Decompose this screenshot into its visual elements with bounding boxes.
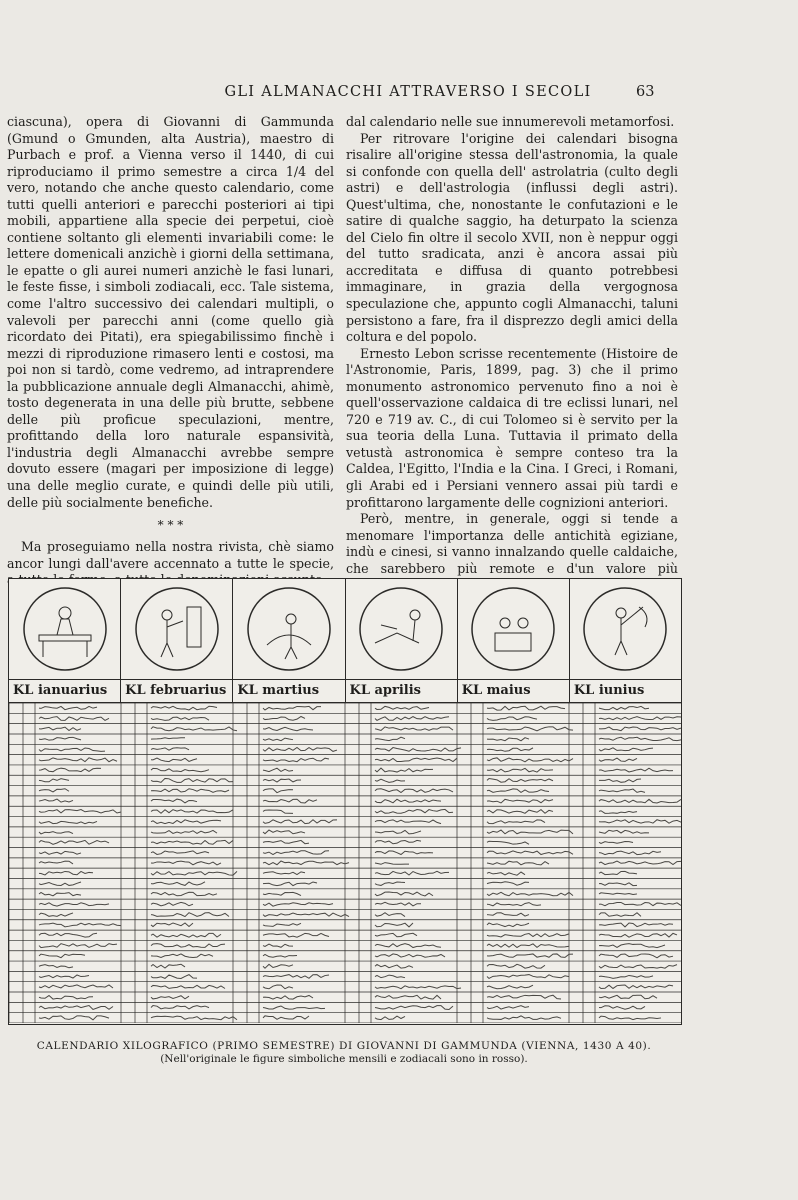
handwritten-entry [39, 893, 81, 896]
handwritten-entry [39, 706, 97, 709]
handwritten-entry [39, 882, 81, 885]
may-bathing-icon [469, 585, 557, 673]
handwritten-entry [375, 882, 405, 885]
left-paragraph-1: ciascuna), opera di Giovanni di Gammunda (Gmund o Gmunden, alta Austria), maestro di Purbach e prof. a Vienna verso il 1440, di cui riproduciamo il primo semestre a circa 1/4 del vero, notando che anche questo calendario, come tutti quelli anteriori e parecchi posteriori ai tipi mobili, appartiene alla specie dei perpetui, cioè contiene soltanto gli elementi invariabili come: le lettere domenicali anzichè i giorni della settimana, le epatte o gli aurei numeri anzichè le fasi lunari, le feste fisse, i simboli zodiacali, ecc. Tale sistema, come l'altro successivo dei calendari multipli, o valevoli per parecchi anni (come quello già ricordato dei Pitati), era spiegabilissimo finchè i mezzi di riproduzione rimasero lenti e costosi, ma poi non si tardò, come vedremo, ad intraprendere la pubblicazione annuale degli Almanacchi, ahimè, tosto degenerata in una delle più brutte, sebbene delle più proficue speculazioni, mentre, profittando della loro naturale espansività, l'industria degli Almanacchi avrebbe sempre dovuto essere (magari per imposizione di legge) una delle meglio curate, e quindi delle più utili, delle più socialmente benefiche. [7, 114, 334, 510]
handwritten-entry [39, 799, 73, 802]
handwritten-entry [263, 954, 297, 957]
handwritten-entry [375, 1016, 405, 1020]
handwritten-entry [39, 727, 81, 730]
right-column [346, 114, 678, 594]
handwritten-entry [151, 778, 233, 782]
month-may: KL maius [458, 680, 570, 702]
handwritten-entry [39, 996, 93, 1000]
handwritten-entry [487, 758, 573, 762]
handwritten-entry [487, 934, 569, 937]
april-plowing-icon [357, 585, 445, 673]
handwritten-entry [375, 964, 413, 968]
handwritten-entry [375, 913, 405, 917]
handwritten-entry [599, 923, 673, 927]
handwritten-entry [39, 779, 69, 782]
handwritten-entry [487, 861, 549, 865]
handwritten-entry [263, 1016, 309, 1019]
handwritten-entry [151, 820, 221, 824]
handwritten-entry [375, 986, 461, 989]
handwritten-entry [487, 872, 525, 875]
handwritten-entry [487, 1016, 561, 1020]
handwritten-entry [487, 841, 529, 844]
handwritten-entry [375, 954, 445, 957]
handwritten-entry [599, 995, 657, 999]
handwritten-entry [599, 861, 681, 864]
woodcut-calendar-figure [8, 578, 682, 1025]
handwritten-entry [151, 902, 193, 905]
handwritten-entry [263, 995, 313, 999]
handwritten-entry [599, 1006, 645, 1009]
handwritten-entry [487, 799, 553, 803]
handwritten-entry [375, 944, 441, 948]
handwritten-entry [39, 903, 109, 906]
handwritten-entry [375, 737, 405, 740]
handwritten-entry [39, 985, 113, 988]
handwritten-entry [39, 768, 101, 771]
january-feast-icon [21, 585, 109, 673]
page-number: 63 [636, 84, 655, 100]
handwritten-entry [263, 975, 329, 979]
handwritten-entry [599, 830, 649, 833]
handwritten-entry [39, 717, 109, 721]
handwritten-entry [375, 748, 461, 752]
handwritten-entry [263, 727, 313, 730]
right-paragraph-1: dal calendario nelle sue innumerevoli metamorfosi. [346, 114, 675, 129]
handwritten-entry [263, 944, 293, 947]
handwritten-entry [39, 840, 109, 844]
handwritten-entry [487, 944, 569, 948]
handwritten-entry [375, 799, 441, 803]
left-column [7, 114, 334, 589]
february-woodcutting-icon [133, 585, 221, 673]
handwritten-entry [263, 830, 305, 834]
handwritten-entry [375, 758, 457, 761]
handwritten-entry [263, 820, 337, 824]
handwritten-entry [487, 820, 545, 824]
handwritten-entry [599, 748, 653, 751]
handwritten-entry [151, 861, 221, 865]
handwritten-entry [599, 789, 645, 792]
roundel-april [346, 579, 458, 679]
handwritten-entry [599, 851, 661, 854]
handwritten-entry [375, 706, 429, 709]
handwritten-entry [151, 871, 237, 875]
handwritten-entry [375, 933, 417, 936]
handwritten-entry [375, 851, 433, 855]
handwritten-entry [151, 996, 189, 999]
handwritten-entry [599, 841, 633, 843]
month-june: KL iunius [573, 683, 645, 698]
running-header: GLI ALMANACCHI ATTRAVERSO I SECOLI [224, 84, 592, 100]
handwritten-entry [487, 892, 573, 895]
handwritten-entry [487, 1006, 529, 1009]
handwritten-entry [263, 903, 333, 906]
handwritten-entry [599, 944, 665, 948]
handwritten-entry [599, 758, 637, 761]
roundel-may [458, 579, 570, 679]
handwritten-entry [487, 706, 565, 710]
handwritten-entry [487, 830, 573, 834]
handwritten-entry [263, 872, 305, 875]
handwritten-entry [599, 913, 641, 917]
caption-line-1: CALENDARIO XILOGRAFICO (PRIMO SEMESTRE) DI GIOVANNI DI GAMMUNDA (VIENNA, 1430 A 40). [36, 1040, 652, 1052]
handwritten-entry [151, 768, 209, 771]
handwritten-entry [263, 789, 293, 793]
month-header-row [9, 679, 681, 703]
handwritten-entry [487, 727, 573, 731]
handwritten-entry [39, 1016, 109, 1020]
handwritten-entry [39, 821, 97, 823]
handwritten-entry [39, 758, 117, 762]
handwritten-entry [263, 985, 293, 989]
grid-lines [9, 703, 681, 1023]
handwritten-entry [375, 975, 405, 978]
handwritten-entry [599, 717, 681, 720]
handwritten-entry [375, 902, 421, 906]
handwritten-entry [487, 964, 545, 968]
handwritten-entry [263, 882, 317, 886]
handwritten-entry [599, 727, 681, 731]
handwritten-entry [151, 964, 185, 968]
handwritten-entry [263, 748, 337, 752]
handwritten-entry [151, 810, 233, 814]
handwritten-entry [487, 768, 553, 772]
handwritten-entry [151, 913, 229, 917]
roundel-row [9, 579, 681, 679]
handwritten-entry [375, 779, 405, 782]
handwritten-entry [599, 985, 673, 988]
handwritten-entry [375, 727, 453, 731]
handwritten-entry [599, 933, 677, 937]
month-february: KL februarius [121, 680, 233, 702]
handwritten-entry [599, 1016, 661, 1019]
handwritten-entry [263, 810, 293, 813]
handwritten-entry [599, 893, 637, 895]
handwritten-entry [487, 903, 541, 906]
handwritten-entry [599, 768, 673, 772]
handwritten-entry [375, 1006, 453, 1010]
month-january: KL ianuarius [9, 680, 121, 702]
handwritten-entry [151, 717, 209, 720]
handwritten-entry [599, 799, 681, 803]
handwritten-entry [375, 923, 413, 927]
handwritten-entry [151, 830, 217, 833]
handwritten-entry [263, 913, 349, 916]
handwritten-entry [599, 954, 673, 958]
handwritten-entry [39, 861, 73, 864]
calendar-grid [9, 703, 681, 1023]
handwritten-entry [263, 964, 293, 968]
handwritten-entry [263, 851, 329, 855]
handwritten-entry [263, 1006, 325, 1009]
handwritten-entry [39, 810, 121, 814]
month-march: KL martius [233, 680, 345, 702]
handwritten-entry [375, 871, 449, 875]
handwritten-entry [151, 738, 185, 739]
handwritten-entry [487, 954, 573, 957]
handwritten-entry [151, 727, 237, 731]
handwritten-entry [263, 706, 321, 710]
handwritten-entry [487, 779, 553, 783]
june-mowing-icon [581, 585, 669, 673]
handwritten-entry [39, 975, 89, 978]
handwritten-entry [39, 944, 117, 948]
handwritten-entry [39, 737, 81, 740]
handwritten-entry [487, 851, 573, 855]
handwritten-entry [151, 975, 197, 979]
handwritten-entry [263, 840, 309, 843]
handwritten-entry [263, 799, 317, 803]
handwritten-entry [151, 933, 221, 937]
handwritten-entry [263, 758, 329, 761]
march-pruning-icon [245, 585, 333, 673]
handwritten-entry [487, 738, 529, 741]
handwritten-entry [487, 810, 553, 814]
handwritten-entry [599, 811, 637, 814]
handwritten-entry [599, 965, 677, 969]
handwritten-entry [599, 902, 681, 905]
handwritten-entry [375, 809, 453, 813]
handwritten-entry [263, 716, 305, 720]
handwritten-entry [151, 840, 233, 844]
handwritten-entry [487, 717, 537, 721]
handwritten-entry [375, 789, 453, 793]
handwritten-entry [375, 863, 409, 865]
handwritten-entry [151, 985, 225, 988]
right-paragraph-2: Per ritrovare l'origine dei calendari bisogna risalire all'origine stessa dell'astronomia, la quale si confonde con quella dell' astrolatria (culto degli astri) e dell'astrologia (influssi degli astri). Quest'ultima, che, nonostante le confutazioni e le satire di qualche saggio, ha deturpato la scienza del Cielo fin oltre il secolo XVII, non è neppur oggi del tutto sradicata, anzi è ancora assai più accreditata e diffusa di quanto potrebbesi immaginare, in grazia della vergognosa speculazione che, appunto cogli Almanacchi, taluni persistono a fare, fra il disprezzo degli amici della coltura e del popolo. [346, 130, 678, 345]
handwritten-entry [151, 1016, 237, 1020]
handwritten-entry [487, 985, 533, 989]
handwritten-entry [375, 820, 441, 824]
handwritten-entry [599, 975, 653, 978]
handwritten-entry [599, 871, 637, 874]
handwritten-entry [263, 923, 301, 926]
section-asterism: * * * [157, 518, 184, 533]
figure-caption [8, 1040, 680, 1066]
handwritten-entry [487, 923, 529, 927]
handwritten-entry [487, 789, 549, 792]
handwritten-entry [39, 965, 73, 968]
roundel-january [9, 579, 121, 679]
caption-line-2: (Nell'originale le figure simboliche mensili e zodiacali sono in rosso). [160, 1053, 528, 1065]
handwritten-entry [39, 871, 93, 874]
roundel-june [570, 579, 681, 679]
handwritten-entry [151, 706, 217, 710]
handwritten-entry [39, 1006, 113, 1010]
left-paragraph-2: Ma proseguiamo nella nostra rivista, chè siamo ancor lungi dall'avere accennato a tutte le specie, [7, 539, 334, 571]
handwritten-entry [39, 933, 97, 937]
handwritten-entry [375, 995, 441, 999]
handwritten-entry [263, 768, 293, 771]
handwritten-entry [151, 758, 197, 762]
month-april: KL aprilis [346, 680, 458, 702]
handwritten-entry [487, 975, 569, 979]
handwritten-entry [375, 892, 433, 896]
roundel-february [121, 579, 233, 679]
handwritten-entry [375, 830, 421, 833]
handwritten-entry [599, 737, 681, 740]
handwritten-entry [151, 748, 189, 750]
handwritten-entry [151, 892, 217, 896]
handwritten-entry [263, 861, 349, 865]
handwritten-entry [263, 933, 329, 937]
handwritten-entry [39, 851, 81, 854]
handwritten-entry [487, 882, 529, 885]
handwritten-entry [599, 883, 637, 886]
handwritten-entry [599, 779, 641, 782]
handwritten-entry [151, 882, 205, 886]
handwritten-entry [375, 768, 433, 772]
handwritten-entry [487, 748, 533, 751]
handwritten-entry [39, 913, 73, 916]
handwritten-entry [39, 748, 105, 751]
handwritten-entry [151, 789, 229, 793]
handwritten-entry [375, 840, 421, 843]
handwritten-entry [39, 923, 121, 927]
roundel-march [233, 579, 345, 679]
handwritten-entry [263, 738, 293, 741]
handwritten-entry [487, 913, 529, 916]
handwritten-entry [151, 1006, 209, 1009]
handwritten-entry [151, 954, 213, 958]
handwritten-entry [263, 892, 301, 895]
right-paragraph-4: Però, mentre, in generale, oggi si tende a menomare l'importanza delle antichità egiziane, indù e cinesi, si vanno innalzando quelle caldaiche, che sarebbero più remote e d'un valore più [346, 511, 678, 576]
handwritten-entry [39, 789, 69, 792]
handwritten-entry [375, 717, 449, 721]
handwritten-entry [39, 832, 73, 834]
handwritten-entry [39, 954, 85, 958]
handwritten-entry [599, 820, 681, 823]
handwritten-entry [151, 944, 225, 948]
handwritten-entry [599, 706, 649, 709]
handwritten-entry [151, 923, 193, 927]
right-paragraph-3: Ernesto Lebon scrisse recentemente (Histoire de l'Astronomie, Paris, 1899, pag. 3) che il primo monumento astronomico pervenuto fino a noi è quell'osservazione caldaica di tre eclissi lunari, nel 720 e 719 av. C., di cui Tolomeo si è servito per la sua teoria della Luna. Tuttavia il primato della vetustà astronomica è sempre conteso tra la Caldea, l'Egitto, l'India e la Cina. I Greci, i Romani, gli Arabi ed i Persiani vennero assai più tardi e profittarono largamente delle cognizioni anteriori. [346, 345, 678, 510]
handwritten-entry [151, 799, 197, 803]
handwritten-entry [487, 995, 561, 999]
handwritten-entry [263, 779, 301, 782]
handwritten-entry [151, 851, 209, 855]
